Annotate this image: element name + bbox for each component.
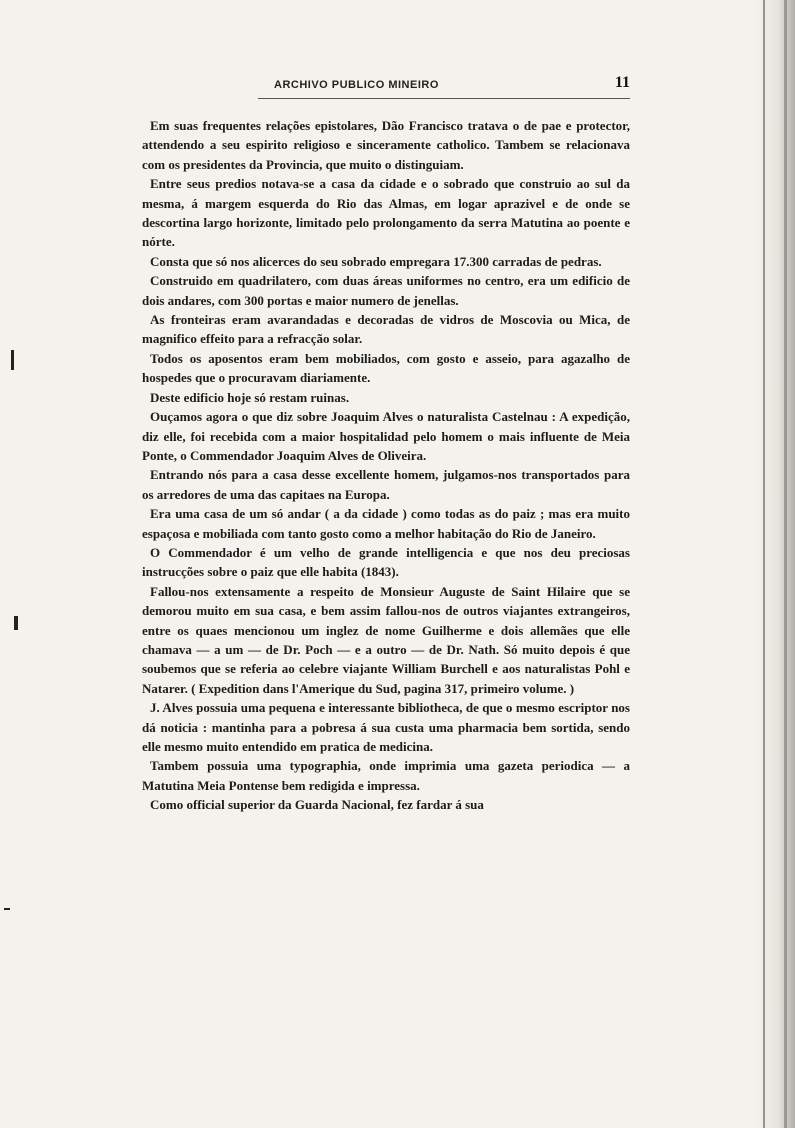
paragraph: Ouçamos agora o que diz sobre Joaquim Alves o naturalista Castelnau : A expedição, diz elle, foi recebida com a maior hospitalidad pelo homem o mais influente de Meia Ponte, o Commendador Joaquim Alves de Oliveira. (142, 409, 630, 463)
paragraph: J. Alves possuia uma pequena e interessante bibliotheca, de que o mesmo escriptor nos dá noticia : mantinha para a pobresa á sua custa uma pharmacia bem sortida, sendo elle mesmo muito entendido em pratica de medicina. (142, 700, 630, 754)
paragraph: Era uma casa de um só andar ( a da cidade ) como todas as do paiz ; mas era muito espaçosa e mobiliada com tanto gosto como a melhor habitação do Rio de Janeiro. (142, 506, 630, 541)
margin-mark (11, 350, 14, 370)
paragraph: Entre seus predios notava-se a casa da cidade e o sobrado que construio ao sul da mesma, á margem esquerda do Rio das Almas, em logar aprazivel e de onde se descortina largo horizonte, limitado pelo prolongamento da serra Matutina ao poente e nórte. (142, 176, 630, 250)
paragraph: Todos os aposentos eram bem mobiliados, com gosto e asseio, para agazalho de hospedes que o procuravam diariamente. (142, 350, 630, 386)
page-edge-shadow (755, 0, 795, 1128)
paragraph: Consta que só nos alicerces do seu sobrado empregara 17.300 carradas de pedras. (150, 253, 602, 269)
running-header (258, 68, 630, 99)
page-edge-line-outer (784, 0, 787, 1128)
page-number: 11 (614, 74, 630, 91)
paragraph: O Commendador é um velho de grande intelligencia e que nos deu preciosas instrucções sobre o paiz que elle habita (1843). (142, 544, 630, 580)
paragraph: Deste edificio hoje só restam ruinas. (150, 389, 350, 405)
paragraph: Em suas frequentes relações epistolares, Dão Francisco tratava o de pae e protector, attendendo a seu espirito religioso e sinceramente catholico. Tambem se relacionava com os presidentes da Provincia, que muito o distinguiam. (142, 118, 630, 172)
margin-mark (4, 908, 10, 910)
body-text (142, 116, 630, 815)
page-edge-line (763, 0, 765, 1128)
paragraph: Fallou-nos extensamente a respeito de Monsieur Auguste de Saint Hilaire que se demorou muito em sua casa, e bem assim fallou-nos de outros viajantes extrangeiros, entre os quaes mencionou um inglez de nome Guilherme e dois allemães que elle chamava — a um — de Dr. Poch — e a outro — de Dr. Nath. Só muito depois é que soubemos que se referia ao celebre viajante William Burchell e aos naturalistas Pohl e Natarer. ( Expedition dans l'Amerique du Sud, pagina 317, primeiro volume. ) (142, 583, 630, 696)
paragraph: Tambem possuia uma typographia, onde imprimia uma gazeta periodica — a Matutina Meia Pontense bem redigida e impressa. (142, 758, 630, 793)
paragraph: Como official superior da Guarda Nacional, fez fardar á sua (150, 797, 484, 813)
margin-mark (14, 616, 18, 630)
paragraph: As fronteiras eram avarandadas e decoradas de vidros de Moscovia ou Mica, de magnifico effeito para a refracção solar. (142, 312, 630, 347)
paragraph: Construido em quadrilatero, com duas áreas uniformes no centro, era um edificio de dois andares, com 300 portas e maior numero de jenellas. (142, 273, 630, 308)
running-header-title: ARCHIVO PUBLICO MINEIRO (274, 79, 439, 91)
paragraph: Entrando nós para a casa desse excellente homem, julgamos-nos transportados para os arredores de uma das capitaes na Europa. (142, 467, 630, 502)
